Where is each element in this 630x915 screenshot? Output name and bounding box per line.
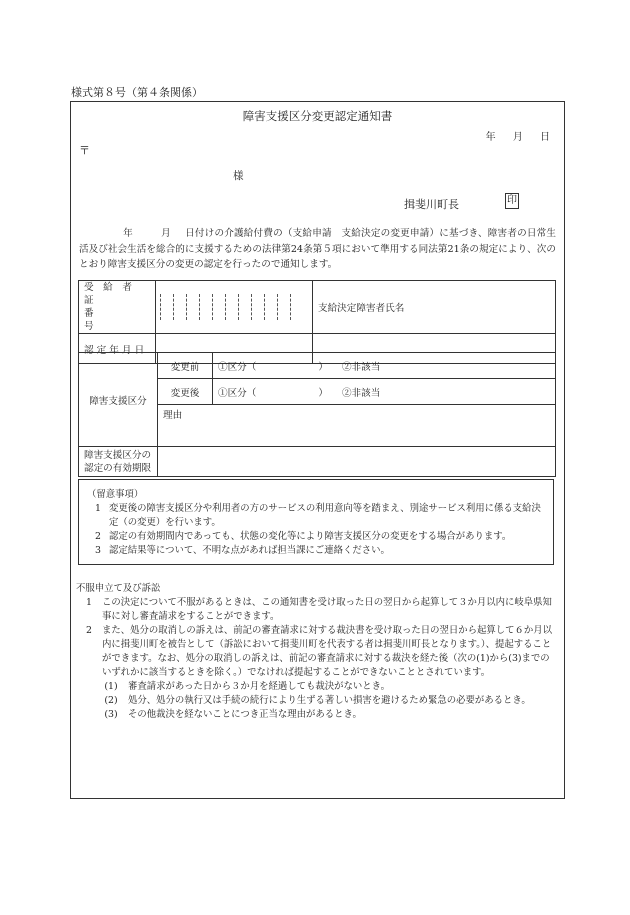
validity-label: 障害支援区分の 認定の有効期限 bbox=[79, 447, 158, 477]
issuer-name: 揖斐川町長 bbox=[404, 198, 459, 211]
postal-mark: 〒 bbox=[79, 144, 90, 157]
objection-heading: 不服申立て及び訴訟 bbox=[76, 583, 161, 594]
note-item: 1 変更後の障害支援区分や利用者の方のサービスの利用意向等を踏まえ、別途サービス利用に係る支給決定（の変更）を行います。 bbox=[95, 503, 541, 528]
recipient-no-label: 受 給 者 証 番 号 bbox=[79, 281, 156, 334]
objection-sub-item: (3) その他裁決を経ないことにつき正当な理由があるとき。 bbox=[104, 709, 362, 720]
notes-heading: （留意事項） bbox=[87, 489, 144, 500]
after-label: 変更後 bbox=[158, 379, 213, 405]
issue-date bbox=[472, 128, 550, 143]
objection-sub-item: (1) 審査請求があった日から３か月を経過しても裁決がないとき。 bbox=[104, 681, 391, 692]
date-month: 月 bbox=[512, 132, 523, 143]
note-item: 3 認定結果等について、不明な点があれば担当課にご連絡ください。 bbox=[95, 545, 390, 556]
intro-year: 年 bbox=[123, 228, 133, 239]
intro-body: 日付けの介護給付費の（支給申請 支給決定の変更申請）に基づき、障害者の日常生活及び社会生活を総合的に支援するための法律第24条第５項において準用する同法第21条の規定により、次のとおり障害支援区分の変更の認定を行ったので通知します。 bbox=[79, 228, 557, 270]
objection-item: 1 この決定について不服があるときは、この通知書を受け取った日の翌日から起算して３か月以内に岐阜県知事に対し審査請求をすることができます。 bbox=[86, 597, 552, 622]
objection-sub-item: (2) 処分、処分の執行又は手続の続行により生ずる著しい損害を避けるため緊急の必要があるとき。 bbox=[104, 695, 531, 706]
objection-item: 2 また、処分の取消しの訴えは、前記の審査請求に対する裁決書を受け取った日の翌日から起算して６か月以内に揖斐川町を被告として（訴訟において揖斐川町を代表する者は揖斐川町長となります。）、提起することができます。なお、処分の取消しの訴えは、前記の審査請求に対する裁決を経た後（次の(1)から(3)までのいずれかに該当するときを除く。）でなければ提起することができないこととされています。 bbox=[86, 625, 553, 678]
before-label: 変更前 bbox=[158, 353, 213, 379]
seal-mark: 印 bbox=[505, 193, 519, 209]
recipient-no-field[interactable] bbox=[156, 281, 313, 334]
reason-field[interactable]: 理由 bbox=[158, 405, 556, 447]
after-options[interactable]: ①区分（ ） ②非該当 bbox=[213, 379, 556, 405]
date-day: 日 bbox=[540, 132, 550, 143]
intro-paragraph bbox=[79, 226, 556, 273]
category-label: 障害支援区分 bbox=[79, 353, 158, 447]
document-title: 障害支援区分変更認定通知書 bbox=[242, 109, 393, 123]
objection-section bbox=[76, 582, 556, 722]
notice-frame bbox=[70, 101, 565, 799]
addressee-suffix: 様 bbox=[233, 170, 244, 182]
notes-box bbox=[78, 479, 554, 565]
before-options[interactable]: ①区分（ ） ②非該当 bbox=[213, 353, 556, 379]
category-table bbox=[78, 352, 556, 477]
cert-date-label: 認 定 年 月 日 bbox=[79, 334, 156, 364]
validity-field[interactable] bbox=[158, 447, 556, 477]
recipient-name-label: 支給決定障害者氏名 bbox=[313, 281, 556, 334]
date-year: 年 bbox=[485, 132, 496, 143]
form-reference: 様式第８号（第４条関係） bbox=[71, 86, 203, 99]
intro-month: 月 bbox=[160, 228, 171, 239]
note-item: 2 認定の有効期間内であっても、状態の変化等により障害支援区分の変更をする場合があります。 bbox=[95, 531, 512, 542]
